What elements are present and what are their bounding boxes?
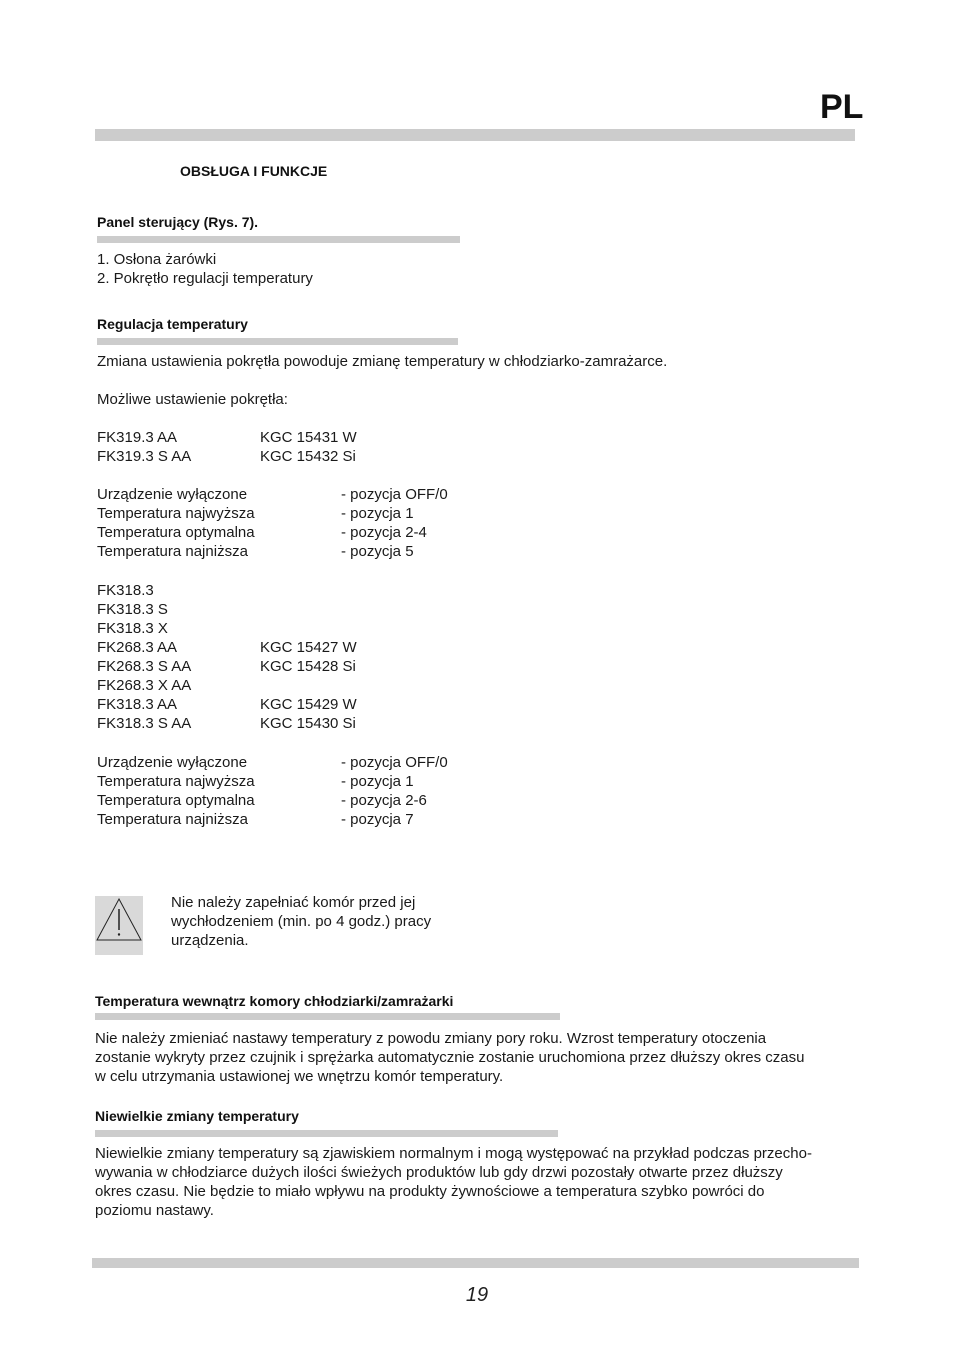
panel-heading: Panel sterujący (Rys. 7). <box>97 214 259 230</box>
settings-table-2 <box>97 753 517 829</box>
table-row <box>97 791 517 810</box>
table-row <box>97 714 497 733</box>
table-row <box>97 428 497 447</box>
warning-line: wychłodzeniem (min. po 4 godz.) pracy <box>171 913 432 930</box>
model-code: FK268.3 S AA <box>97 658 192 675</box>
table-row <box>97 485 517 504</box>
small-changes-underline <box>95 1130 558 1137</box>
regulation-intro: Zmiana ustawienia pokrętła powoduje zmianę temperatury w chłodziarko-zamrażarce. <box>97 353 668 370</box>
table-row <box>97 810 517 829</box>
paragraph-line: zostanie wykryty przez czujnik i sprężarka automatycznie zostanie uruchomiona przez dłuższy okres czasu <box>95 1049 805 1066</box>
model-code: FK318.3 S <box>97 601 168 618</box>
settings-table-1 <box>97 485 517 561</box>
table-row <box>97 638 497 657</box>
model-alt-code: KGC 15428 Si <box>260 658 356 675</box>
list-item: 2. Pokrętło regulacji temperatury <box>97 270 313 287</box>
small-changes-heading: Niewielkie zmiany temperatury <box>95 1108 299 1124</box>
setting-label: Temperatura najniższa <box>97 811 248 828</box>
table-row <box>97 676 497 695</box>
setting-value: - pozycja 7 <box>341 811 414 828</box>
model-alt-code: KGC 15427 W <box>260 639 357 656</box>
page-number: 19 <box>465 1284 489 1306</box>
table-row <box>97 600 497 619</box>
model-code: FK318.3 X <box>97 620 168 637</box>
model-code: FK319.3 AA <box>97 429 178 446</box>
footer-divider <box>92 1258 859 1268</box>
inside-temp-paragraph <box>95 1029 865 1086</box>
paragraph-line: okres czasu. Nie będzie to miało wpływu na produkty żywnościowe a temperatura szybko powróci do <box>95 1183 765 1200</box>
table-row <box>97 581 497 600</box>
warning-box <box>95 896 143 955</box>
setting-value: - pozycja 2-6 <box>341 792 427 809</box>
model-code: FK268.3 X AA <box>97 677 192 694</box>
setting-label: Temperatura najniższa <box>97 543 248 560</box>
warning-triangle-icon <box>95 896 143 955</box>
table-row <box>97 657 497 676</box>
table-row <box>97 523 517 542</box>
panel-items-list <box>97 250 313 288</box>
inside-temp-heading: Temperatura wewnątrz komory chłodziarki/zamrażarki <box>95 993 454 1009</box>
panel-heading-underline <box>97 236 460 243</box>
model-alt-code: KGC 15432 Si <box>260 448 356 465</box>
warning-text <box>171 893 431 950</box>
setting-label: Temperatura najwyższa <box>97 505 255 522</box>
table-row <box>97 772 517 791</box>
model-table-2 <box>97 581 497 733</box>
regulation-heading-underline <box>97 338 458 345</box>
warning-line: urządzenia. <box>171 932 249 949</box>
setting-value: - pozycja 5 <box>341 543 414 560</box>
paragraph-line: Niewielkie zmiany temperatury są zjawiskiem normalnym i mogą występować na przykład podczas przecho- <box>95 1145 812 1162</box>
small-changes-paragraph <box>95 1144 865 1220</box>
paragraph-line: wywania w chłodziarce dużych ilości świeżych produktów lub gdy drzwi pozostały otwarte przez dłuższy <box>95 1164 783 1181</box>
table-row <box>97 447 497 466</box>
setting-value: - pozycja 1 <box>341 773 414 790</box>
model-alt-code: KGC 15431 W <box>260 429 357 446</box>
section-title: OBSŁUGA I FUNKCJE <box>180 163 328 179</box>
model-code: FK319.3 S AA <box>97 448 192 465</box>
table-row <box>97 753 517 772</box>
model-code: FK318.3 S AA <box>97 715 192 732</box>
warning-line: Nie należy zapełniać komór przed jej <box>171 894 416 911</box>
model-alt-code: KGC 15429 W <box>260 696 357 713</box>
model-alt-code: KGC 15430 Si <box>260 715 356 732</box>
model-table-1 <box>97 428 497 466</box>
setting-label: Temperatura optymalna <box>97 524 255 541</box>
table-row <box>97 619 497 638</box>
table-row <box>97 695 497 714</box>
setting-value: - pozycja 1 <box>341 505 414 522</box>
setting-value: - pozycja 2-4 <box>341 524 427 541</box>
paragraph-line: Nie należy zmieniać nastawy temperatury z powodu zmiany pory roku. Wzrost temperatury otoczenia <box>95 1030 767 1047</box>
setting-label: Urządzenie wyłączone <box>97 486 248 503</box>
table-row <box>97 542 517 561</box>
setting-value: - pozycja OFF/0 <box>341 754 448 771</box>
table-row <box>97 504 517 523</box>
model-code: FK268.3 AA <box>97 639 178 656</box>
language-code: PL <box>820 88 864 126</box>
model-code: FK318.3 AA <box>97 696 178 713</box>
regulation-possible-settings: Możliwe ustawienie pokrętła: <box>97 391 288 408</box>
setting-value: - pozycja OFF/0 <box>341 486 448 503</box>
paragraph-line: poziomu nastawy. <box>95 1202 214 1219</box>
setting-label: Temperatura najwyższa <box>97 773 255 790</box>
regulation-heading: Regulacja temperatury <box>97 316 248 332</box>
setting-label: Urządzenie wyłączone <box>97 754 248 771</box>
header-divider <box>95 129 855 141</box>
paragraph-line: w celu utrzymania ustawionej we wnętrzu komór temperatury. <box>95 1068 504 1085</box>
model-code: FK318.3 <box>97 582 154 599</box>
inside-temp-underline <box>95 1013 560 1020</box>
setting-label: Temperatura optymalna <box>97 792 255 809</box>
list-item: 1. Osłona żarówki <box>97 251 217 268</box>
